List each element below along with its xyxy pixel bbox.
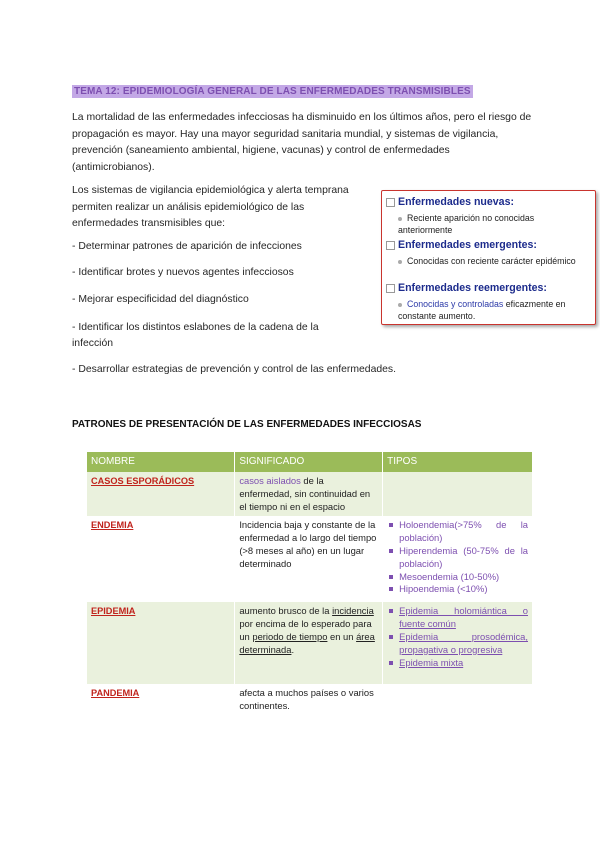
list-item: Mesoendemia (10-50%) [399,571,528,584]
column-header: NOMBRE [87,452,235,472]
intro-paragraph: La mortalidad de las enfermedades infecciosas ha disminuido en los últimos años, pero el riesgo de propagación es mayor. Hay una mayor seguridad sanitaria mundial, y sistemas de vigilancia, prevención (saneamiento ambiental, higiene, vacunas) y control de enfermedades (antimicrobianos). [72,112,532,173]
new-diseases-desc: Reciente aparición no conocidas anteriormente [398,213,535,235]
disease-types-box [381,190,596,325]
row-types [383,516,533,602]
page-title: TEMA 12: EPIDEMIOLOGÍA GENERAL DE LAS ENFERMEDADES TRANSMISIBLES [74,86,471,97]
reemerging-diseases-heading: Enfermedades reemergentes: [386,282,547,294]
row-types [383,684,533,720]
list-item: Hiperendemia (50-75% de la población) [399,544,528,569]
new-diseases-heading: Enfermedades nuevas: [386,196,514,208]
dot-bullet-icon [398,303,402,307]
emerging-diseases-desc: Conocidas con reciente carácter epidémico [398,255,590,267]
dot-bullet-icon [398,217,402,221]
table-row [87,602,533,684]
patterns-table [87,452,533,720]
objective-item: - Desarrollar estrategias de prevención y control de las enfermedades. [72,364,397,375]
row-types [383,472,533,516]
row-meaning: Incidencia baja y constante de la enfermedad a lo largo del tiempo (>8 meses al año) en un lugar determinado [235,516,383,602]
list-item: Epidemia mixta [399,657,528,670]
square-bullet-icon [386,198,395,207]
row-meaning: afecta a muchos países o varios continentes. [235,684,383,720]
row-name: EPIDEMIA [91,606,136,617]
square-bullet-icon [386,241,395,250]
row-name: ENDEMIA [91,520,134,531]
dot-bullet-icon [398,260,402,264]
row-name: PANDEMIA [91,688,140,699]
section-title: PATRONES DE PRESENTACIÓN DE LAS ENFERMEDADES INFECCIOSAS [72,419,422,430]
column-header: TIPOS [383,452,533,472]
objective-item: - Identificar los distintos eslabones de la cadena de la infección [72,322,319,349]
list-item: Holoendemia(>75% de la población) [399,519,528,544]
reemerging-diseases-desc: Conocidas y controladas eficazmente en constante aumento. [398,299,566,321]
objective-item: - Identificar brotes y nuevos agentes infecciosos [72,267,294,278]
table-row [87,472,533,516]
column-header: SIGNIFICADO [235,452,383,472]
table-row [87,684,533,720]
square-bullet-icon [386,284,395,293]
row-meaning: aumento brusco de la incidencia por encima de lo esperado para un periodo de tiempo en un área determinada. [235,602,383,684]
row-meaning: casos aislados de la enfermedad, sin continuidad en el tiempo ni en el espacio [235,472,383,516]
surveillance-paragraph: Los sistemas de vigilancia epidemiológica y alerta temprana permiten realizar un análisis epidemiológico de las enfermedades transmisibles que: [72,185,349,229]
list-item: Epidemia holomiántica o fuente común [399,605,528,630]
list-item: Epidemia prosodémica, propagativa o progresiva [399,630,528,655]
row-name: CASOS ESPORÁDICOS [91,476,195,486]
objective-item: - Determinar patrones de aparición de infecciones [72,241,302,252]
emerging-diseases-heading: Enfermedades emergentes: [386,239,537,251]
table-row [87,516,533,602]
list-item: Hipoendemia (<10%) [399,583,528,596]
table-header-row [87,452,533,472]
row-types [383,602,533,684]
objective-item: - Mejorar especificidad del diagnóstico [72,294,249,305]
